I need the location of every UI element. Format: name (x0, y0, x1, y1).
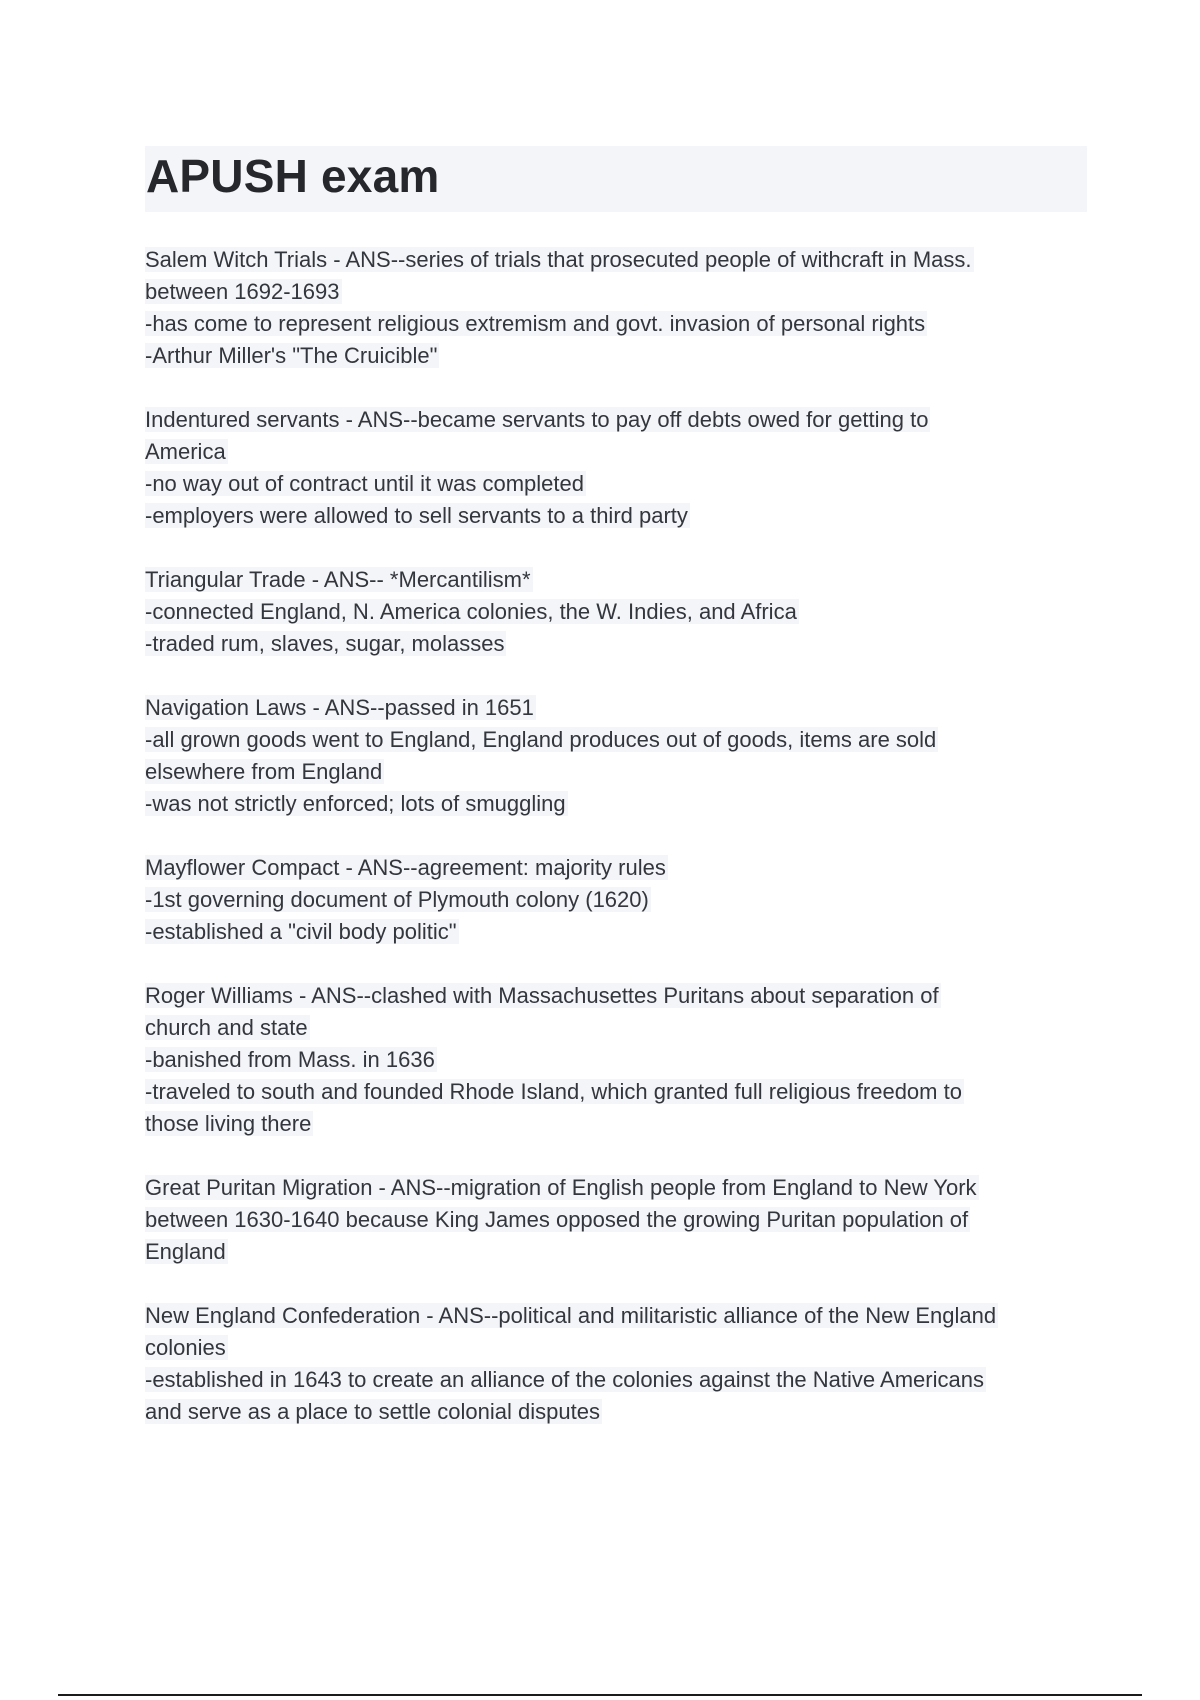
entry-line: -established in 1643 to create an alliance of the colonies against the Native Americans (145, 1367, 984, 1392)
entry-line: church and state (145, 1015, 308, 1040)
entry-line: between 1630-1640 because King James opposed the growing Puritan population of (145, 1207, 969, 1232)
entry-line: Great Puritan Migration - ANS--migration of English people from England to New York (145, 1175, 977, 1200)
entry-line: America (145, 439, 226, 464)
entry-roger-williams (145, 980, 1105, 1140)
entry-line: Triangular Trade - ANS-- *Mercantilism* (145, 567, 531, 592)
entry-great-puritan-migration (145, 1172, 1105, 1268)
entry-line: and serve as a place to settle colonial disputes (145, 1399, 600, 1424)
entry-line: Mayflower Compact - ANS--agreement: majority rules (145, 855, 666, 880)
entry-line: -banished from Mass. in 1636 (145, 1047, 435, 1072)
entry-line: New England Confederation - ANS--political and militaristic alliance of the New England (145, 1303, 997, 1328)
entry-line: those living there (145, 1111, 312, 1136)
entry-line: -connected England, N. America colonies, the W. Indies, and Africa (145, 599, 797, 624)
entry-indentured-servants (145, 404, 1105, 532)
entry-line: -Arthur Miller's "The Cruicible" (145, 343, 438, 368)
entry-list (145, 244, 1105, 1460)
entry-line: Roger Williams - ANS--clashed with Massachusettes Puritans about separation of (145, 983, 939, 1008)
entry-line: -established a "civil body politic" (145, 919, 457, 944)
entry-line: -traveled to south and founded Rhode Island, which granted full religious freedom to (145, 1079, 962, 1104)
entry-line: -traded rum, slaves, sugar, molasses (145, 631, 505, 656)
entry-salem-witch-trials (145, 244, 1105, 372)
footer-divider (58, 1694, 1142, 1696)
entry-line: between 1692-1693 (145, 279, 340, 304)
entry-line: elsewhere from England (145, 759, 383, 784)
entry-line: -all grown goods went to England, England produces out of goods, items are sold (145, 727, 937, 752)
entry-line: Indentured servants - ANS--became servants to pay off debts owed for getting to (145, 407, 929, 432)
page-title: APUSH exam (146, 150, 440, 202)
title-block (145, 146, 1087, 212)
entry-line: -no way out of contract until it was completed (145, 471, 584, 496)
entry-navigation-laws (145, 692, 1105, 820)
entry-line: -has come to represent religious extremism and govt. invasion of personal rights (145, 311, 926, 336)
entry-triangular-trade (145, 564, 1105, 660)
entry-line: Navigation Laws - ANS--passed in 1651 (145, 695, 534, 720)
entry-new-england-confederation (145, 1300, 1105, 1428)
entry-line: England (145, 1239, 226, 1264)
entry-line: -employers were allowed to sell servants to a third party (145, 503, 688, 528)
entry-mayflower-compact (145, 852, 1105, 948)
entry-line: -was not strictly enforced; lots of smuggling (145, 791, 566, 816)
entry-line: colonies (145, 1335, 226, 1360)
entry-line: -1st governing document of Plymouth colony (1620) (145, 887, 649, 912)
entry-line: Salem Witch Trials - ANS--series of trials that prosecuted people of withcraft in Mass. (145, 247, 972, 272)
